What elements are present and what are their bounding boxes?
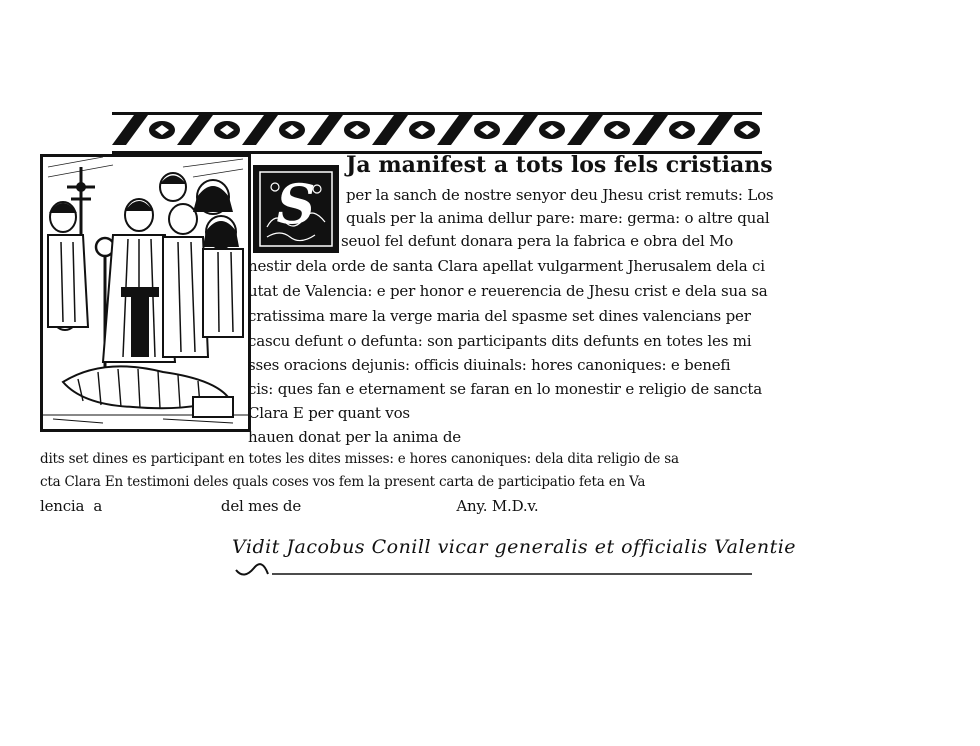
decorated-initial-letter bbox=[253, 165, 339, 253]
woodcut-burial-scene bbox=[43, 157, 248, 429]
text-line-9: cis: ques fan e eternament se faran en lo monestir e religio de sancta bbox=[248, 380, 762, 398]
text-line-1: per la sanch de nostre senyor deu Jhesu crist remuts: Los bbox=[346, 186, 774, 204]
handwritten-signature: Vidit Jacobus Conill vicar generalis et officialis Valentie bbox=[232, 536, 797, 558]
signature-flourish bbox=[232, 560, 762, 582]
text-line-14: lencia a del mes de Any. M.D.v. bbox=[40, 497, 539, 515]
initial-ornament bbox=[255, 167, 337, 251]
decorative-border bbox=[112, 112, 762, 154]
text-line-6: cratissima mare la verge maria del spasme set dines valencians per bbox=[248, 307, 751, 325]
text-line-13: cta Clara En testimoni deles quals coses vos fem la present carta de participatio feta en Va bbox=[40, 474, 646, 490]
initial-letter: S bbox=[276, 172, 316, 236]
woodcut-illustration bbox=[40, 154, 251, 432]
text-line-12: dits set dines es participant en totes les dites misses: e hores canoniques: dela dita religio de sa bbox=[40, 451, 679, 467]
text-line-3: seuol fel defunt donara pera la fabrica e obra del Mo bbox=[341, 232, 734, 250]
headline: Ja manifest a tots los fels cristians bbox=[346, 152, 773, 178]
text-line-7: cascu defunt o defunta: son participants dits defunts en totes les mi bbox=[248, 332, 752, 350]
text-line-8: sses oracions dejunis: officis diuinals: hores canoniques: e benefi bbox=[248, 356, 731, 374]
ribbon-ornament bbox=[112, 115, 762, 145]
text-line-11: hauen donat per la anima de bbox=[248, 428, 461, 446]
text-line-5: utat de Valencia: e per honor e reuerencia de Jhesu crist e dela sua sa bbox=[248, 282, 768, 300]
text-line-4: nestir dela orde de santa Clara apellat vulgarment Jherusalem dela ci bbox=[248, 257, 765, 275]
text-line-10: Clara E per quant vos bbox=[248, 404, 410, 422]
text-line-2: quals per la anima dellur pare: mare: germa: o altre qual bbox=[346, 209, 770, 227]
